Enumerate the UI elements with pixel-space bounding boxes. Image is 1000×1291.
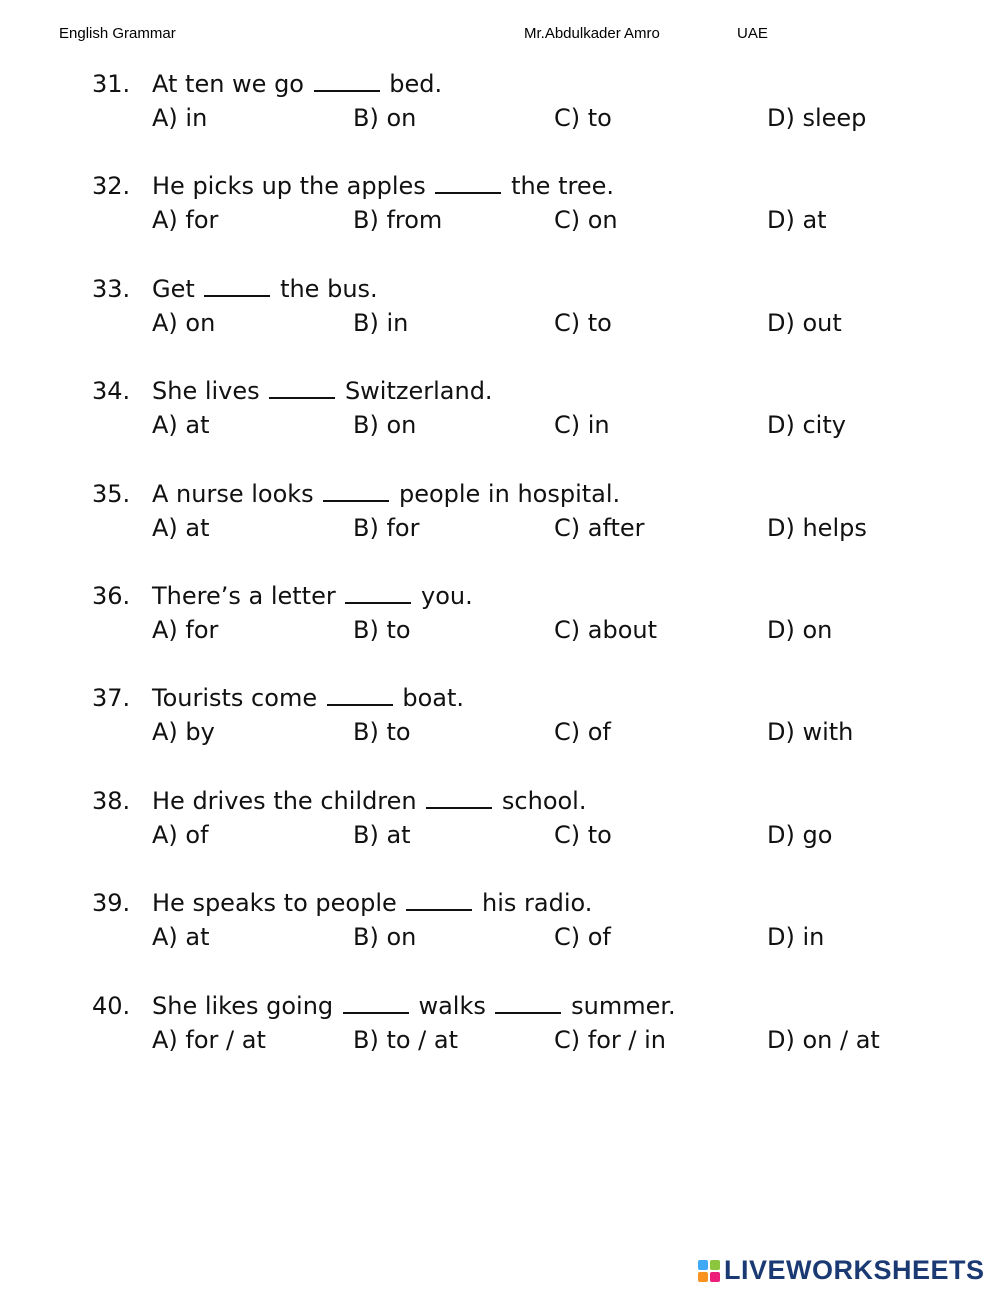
option-c[interactable]: C) for / in (554, 1025, 666, 1054)
question-stem: She likes going (152, 991, 334, 1020)
option-c[interactable]: C) after (554, 513, 645, 542)
question-stem: He speaks to people (152, 889, 397, 918)
option-d[interactable]: D) out (767, 308, 842, 337)
question-stem: A nurse looks (152, 479, 314, 508)
option-c[interactable]: C) of (554, 718, 611, 747)
question-text (92, 783, 586, 819)
question-number: 31. (92, 70, 131, 98)
option-a[interactable]: A) for (152, 615, 219, 644)
question-stem: There’s a letter (152, 581, 336, 610)
question-item (92, 680, 972, 782)
option-a[interactable]: A) of (152, 820, 209, 849)
question-text (92, 66, 442, 102)
option-b[interactable]: B) at (353, 820, 411, 849)
question-item (92, 988, 972, 1090)
question-number: 34. (92, 377, 131, 406)
option-c[interactable]: C) in (554, 411, 610, 440)
option-c[interactable]: C) to (554, 104, 612, 132)
option-d[interactable]: D) at (767, 206, 827, 235)
option-b[interactable]: B) from (353, 206, 443, 235)
answer-blank[interactable] (435, 170, 501, 194)
question-list (92, 66, 972, 1090)
option-b[interactable]: B) to / at (353, 1025, 459, 1054)
option-a[interactable]: A) for (152, 206, 219, 235)
option-a[interactable]: A) in (152, 104, 208, 132)
question-number: 36. (92, 581, 131, 610)
question-text (92, 168, 614, 204)
header-teacher: Mr.Abdulkader Amro (524, 25, 660, 42)
question-stem-end: Switzerland. (344, 377, 493, 406)
question-text (92, 578, 473, 614)
header-country: UAE (737, 25, 768, 42)
question-stem: She lives (152, 377, 260, 406)
option-b[interactable]: B) in (353, 308, 409, 337)
answer-blank[interactable] (345, 580, 411, 604)
answer-blank[interactable] (314, 68, 380, 92)
answer-blank[interactable] (327, 682, 393, 706)
question-item (92, 476, 972, 578)
question-text (92, 373, 493, 409)
header-subject: English Grammar (59, 25, 176, 42)
option-d[interactable]: D) in (767, 923, 825, 952)
answer-blank[interactable] (343, 990, 409, 1014)
answer-blank[interactable] (406, 887, 472, 911)
question-text (92, 885, 592, 921)
question-text (92, 271, 378, 307)
option-b[interactable]: B) to (353, 718, 411, 747)
question-item (92, 578, 972, 680)
question-stem: Get (152, 274, 195, 303)
question-number: 40. (92, 991, 131, 1020)
option-d[interactable]: D) go (767, 820, 833, 849)
option-a[interactable]: A) at (152, 411, 210, 440)
option-b[interactable]: B) to (353, 615, 411, 644)
logo-badge-icon (698, 1260, 720, 1282)
answer-blank[interactable] (426, 785, 492, 809)
liveworksheets-logo (698, 1255, 985, 1286)
option-b[interactable]: B) for (353, 513, 420, 542)
question-number: 32. (92, 172, 131, 201)
option-d[interactable]: D) on (767, 615, 833, 644)
question-number: 38. (92, 786, 131, 815)
option-c[interactable]: C) to (554, 308, 612, 337)
question-item (92, 271, 972, 373)
question-number: 33. (92, 274, 131, 303)
question-stem-end: school. (501, 786, 587, 815)
question-item (92, 373, 972, 475)
option-a[interactable]: A) at (152, 923, 210, 952)
question-number: 39. (92, 889, 131, 918)
question-item (92, 783, 972, 885)
option-a[interactable]: A) for / at (152, 1025, 266, 1054)
question-text (92, 988, 676, 1024)
option-d[interactable]: D) sleep (767, 104, 867, 132)
option-c[interactable]: C) on (554, 206, 618, 235)
question-text (92, 680, 464, 716)
question-stem: He picks up the apples (152, 172, 426, 201)
option-b[interactable]: B) on (353, 104, 417, 132)
logo-text: LIVEWORKSHEETS (724, 1255, 985, 1285)
option-d[interactable]: D) with (767, 718, 854, 747)
option-d[interactable]: D) on / at (767, 1025, 880, 1054)
question-stem-end: his radio. (482, 889, 593, 918)
question-stem: He drives the children (152, 786, 417, 815)
option-c[interactable]: C) about (554, 615, 657, 644)
answer-blank[interactable] (495, 990, 561, 1014)
option-a[interactable]: A) at (152, 513, 210, 542)
question-stem-end: the tree. (511, 172, 614, 201)
answer-blank[interactable] (269, 375, 335, 399)
option-b[interactable]: B) on (353, 411, 417, 440)
question-number: 35. (92, 479, 131, 508)
question-stem: At ten we go (152, 70, 304, 98)
question-stem-end: boat. (402, 684, 465, 713)
option-a[interactable]: A) by (152, 718, 215, 747)
question-stem-middle: walks (418, 991, 486, 1020)
question-item (92, 66, 972, 168)
question-stem: Tourists come (152, 684, 318, 713)
option-d[interactable]: D) city (767, 411, 846, 440)
question-stem-end: the bus. (280, 274, 378, 303)
question-stem-end: people in hospital. (398, 479, 621, 508)
question-item (92, 168, 972, 270)
question-stem-end: summer. (571, 991, 676, 1020)
question-stem-end: you. (421, 581, 473, 610)
question-number: 37. (92, 684, 131, 713)
option-c[interactable]: C) of (554, 923, 611, 952)
question-text (92, 476, 620, 512)
option-b[interactable]: B) on (353, 923, 417, 952)
option-a[interactable]: A) on (152, 308, 216, 337)
answer-blank[interactable] (204, 273, 270, 297)
answer-blank[interactable] (323, 478, 389, 502)
question-stem-end: bed. (389, 70, 443, 98)
option-d[interactable]: D) helps (767, 513, 867, 542)
question-item (92, 885, 972, 987)
option-c[interactable]: C) to (554, 820, 612, 849)
